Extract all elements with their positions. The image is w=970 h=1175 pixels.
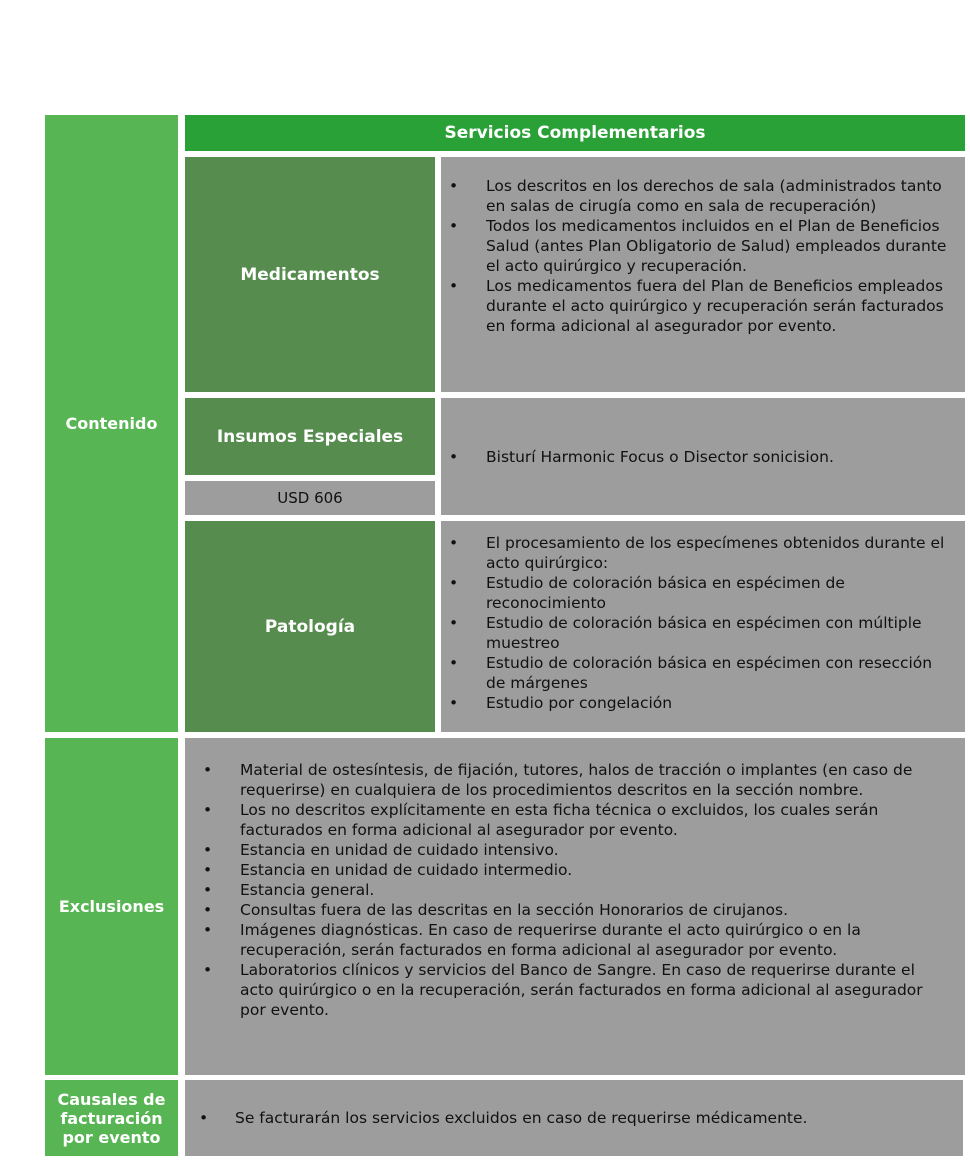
insumos-label-text: Insumos Especiales [216, 426, 404, 447]
contenido-label [45, 115, 178, 732]
medicamentos-content [441, 157, 965, 392]
insumos-content [441, 398, 965, 515]
servicios-header-text: Servicios Complementarios [444, 123, 706, 143]
exclusiones-list [185, 760, 925, 1020]
insumos-price-text: USD 606 [277, 489, 343, 507]
list-item: • Laboratorios clínicos y servicios del Banco de Sangre. En caso de requerirse durante el acto quirúrgico o en la recuperación, serán facturados en forma adicional al asegurador por evento. [185, 960, 925, 1020]
list-item: • Los no descritos explícitamente en esta ficha técnica o excluidos, los cuales serán facturados en forma adicional al asegurador por evento. [185, 800, 925, 840]
list-item: • Los medicamentos fuera del Plan de Beneficios empleados durante el acto quirúrgico y recuperación serán facturados en forma adicional al asegurador por evento. [441, 276, 951, 336]
list-item: • Estancia en unidad de cuidado intensivo. [185, 840, 925, 860]
list-item: • Imágenes diagnósticas. En caso de requerirse durante el acto quirúrgico o en la recuperación, serán facturados en forma adicional al asegurador por evento. [185, 920, 925, 960]
patologia-list [441, 533, 951, 713]
insumos-list [441, 447, 965, 467]
exclusiones-content [185, 738, 965, 1075]
list-item: • Todos los medicamentos incluidos en el Plan de Beneficios Salud (antes Plan Obligatorio de Salud) empleados durante el acto quirúrgico y recuperación. [441, 216, 951, 276]
patologia-content [441, 521, 965, 732]
causales-label [45, 1080, 178, 1156]
list-item: • Estudio de coloración básica en espécimen con resección de márgenes [441, 653, 951, 693]
exclusiones-label-text: Exclusiones [58, 897, 165, 916]
list-item: • Estancia en unidad de cuidado intermedio. [185, 860, 925, 880]
insumos-label [185, 398, 435, 475]
causales-label-text: Causales de facturación por evento [57, 1089, 166, 1147]
servicios-header [185, 115, 965, 151]
causales-content [185, 1080, 963, 1156]
patologia-label-text: Patología [264, 616, 356, 637]
contenido-label-text: Contenido [65, 414, 158, 433]
list-item: • Estancia general. [185, 880, 925, 900]
list-item: • Bisturí Harmonic Focus o Disector sonicision. [441, 447, 965, 467]
list-item: • Consultas fuera de las descritas en la sección Honorarios de cirujanos. [185, 900, 925, 920]
list-item: • Estudio de coloración básica en espécimen de reconocimiento [441, 573, 951, 613]
medicamentos-label-text: Medicamentos [240, 264, 380, 285]
patologia-label [185, 521, 435, 732]
list-item: • Los descritos en los derechos de sala (administrados tanto en salas de cirugía como en sala de recuperación) [441, 176, 951, 216]
list-item: • El procesamiento de los especímenes obtenidos durante el acto quirúrgico: [441, 533, 951, 573]
list-item: • Estudio de coloración básica en espécimen con múltiple muestreo [441, 613, 951, 653]
list-item: • Material de ostesíntesis, de fijación, tutores, halos de tracción o implantes (en caso de requerirse) en cualquiera de los procedimientos descritos en la sección nombre. [185, 760, 925, 800]
causales-list [185, 1108, 963, 1128]
insumos-price [185, 481, 435, 515]
medicamentos-label [185, 157, 435, 392]
list-item: • Estudio por congelación [441, 693, 951, 713]
exclusiones-label [45, 738, 178, 1075]
list-item: • Se facturarán los servicios excluidos en caso de requerirse médicamente. [185, 1108, 963, 1128]
medicamentos-list [441, 176, 951, 336]
